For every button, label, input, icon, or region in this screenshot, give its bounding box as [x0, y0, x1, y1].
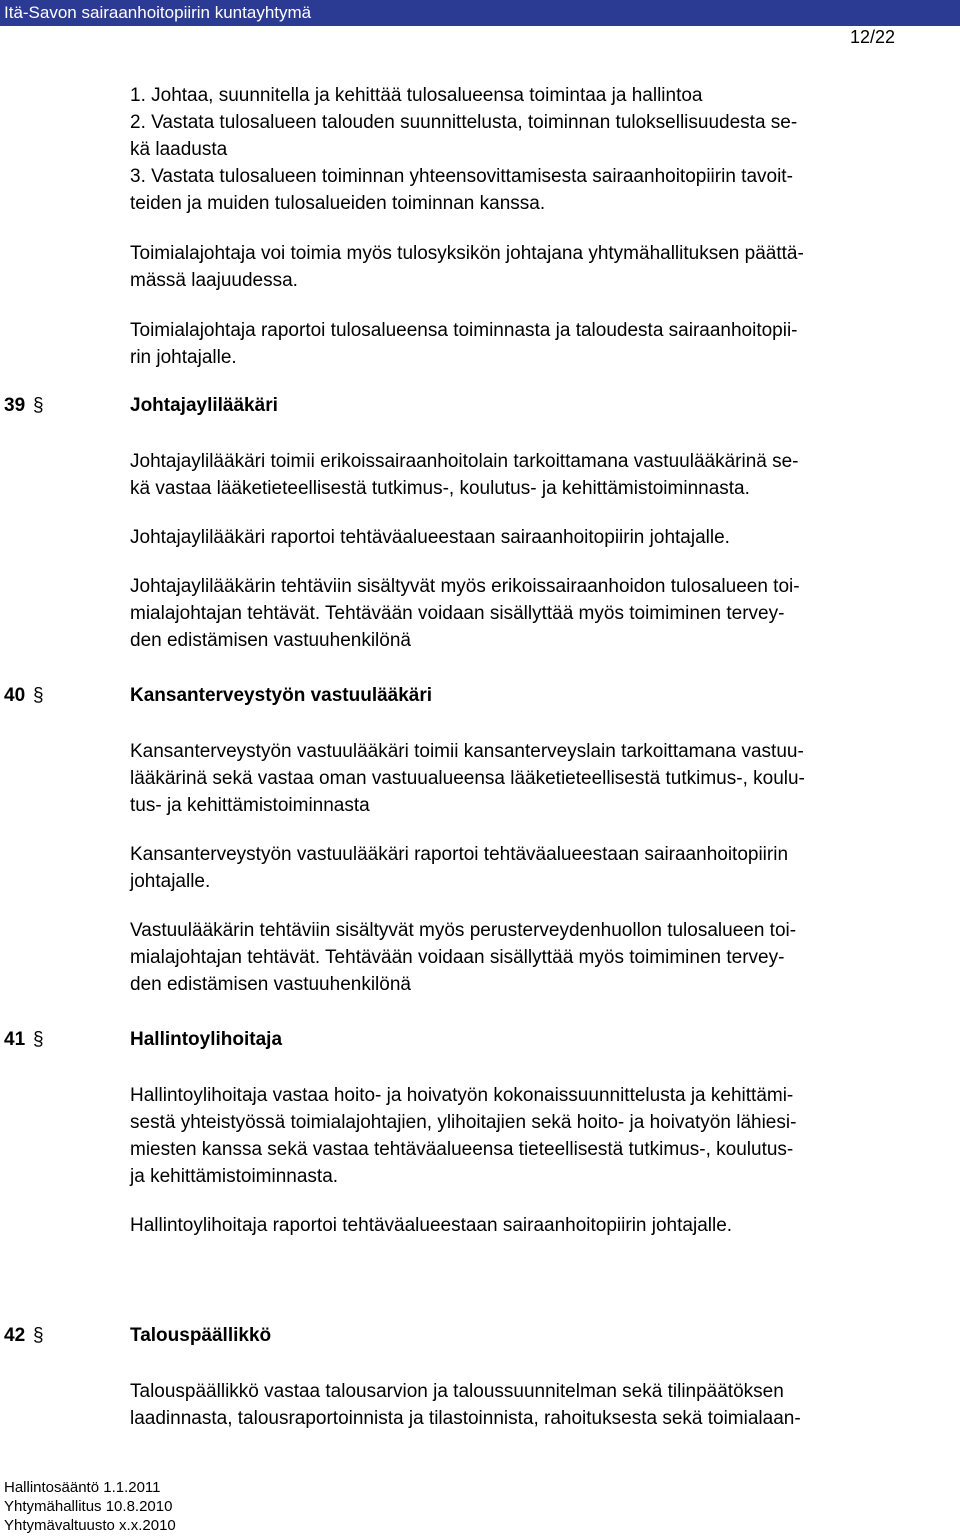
- paragraph-line: Johtajaylilääkäri raportoi tehtäväalueestaan sairaanhoitopiirin johtajalle.: [130, 527, 730, 548]
- paragraph-line: Hallintoylihoitaja vastaa hoito- ja hoivatyön kokonaissuunnittelusta ja kehittämi-: [130, 1085, 794, 1106]
- section-heading: [0, 1026, 960, 1053]
- footer-line: Yhtymävaltuusto x.x.2010: [4, 1517, 176, 1534]
- list-item: [130, 109, 950, 163]
- section-number: 41: [4, 1029, 26, 1050]
- section-number: 42: [4, 1325, 26, 1346]
- paragraph-line: miesten kanssa sekä vastaa tehtäväalueensa tieteellisestä tutkimus-, koulutus-: [130, 1139, 794, 1160]
- footer-line: Yhtymähallitus 10.8.2010: [4, 1498, 173, 1515]
- paragraph-line: ja kehittämistoiminnasta.: [130, 1166, 339, 1187]
- paragraph: [130, 240, 950, 294]
- paragraph-line: Kansanterveystyön vastuulääkäri raportoi tehtäväalueestaan sairaanhoitopiirin: [130, 844, 789, 865]
- paragraph-line: Talouspäällikkö vastaa talousarvion ja taloussuunnitelman sekä tilinpäätöksen: [130, 1381, 784, 1402]
- list-line: 3. Vastata tulosalueen toiminnan yhteensovittamisesta sairaanhoitopiirin tavoit-: [130, 166, 793, 187]
- paragraph-line: Johtajaylilääkärin tehtäviin sisältyvät myös erikoissairaanhoidon tulosalueen toi-: [130, 576, 800, 597]
- footer-line: Hallintosääntö 1.1.2011: [4, 1479, 161, 1496]
- list-item: [130, 82, 950, 109]
- paragraph-line: mässä laajuudessa.: [130, 270, 298, 291]
- paragraph-line: den edistämisen vastuuhenkilönä: [130, 630, 411, 651]
- paragraph-line: rin johtajalle.: [130, 347, 237, 368]
- paragraph-line: Hallintoylihoitaja raportoi tehtäväalueestaan sairaanhoitopiirin johtajalle.: [130, 1215, 733, 1236]
- paragraph: [130, 1378, 950, 1432]
- paragraph-line: Toimialajohtaja voi toimia myös tulosyksikön johtajana yhtymähallituksen päättä-: [130, 243, 804, 264]
- section-sign: §: [33, 685, 44, 706]
- document-body: [0, 82, 960, 1432]
- section-sign: §: [33, 1325, 44, 1346]
- paragraph-line: sestä yhteistyössä toimialajohtajien, ylihoitajien sekä hoito- ja hoivatyön lähiesi-: [130, 1112, 797, 1133]
- paragraph: [130, 317, 950, 371]
- header-bar: [0, 0, 960, 26]
- paragraph-line: den edistämisen vastuuhenkilönä: [130, 974, 411, 995]
- section-sign: §: [33, 395, 44, 416]
- section-title: Kansanterveystyön vastuulääkäri: [130, 685, 433, 706]
- section-title: Hallintoylihoitaja: [130, 1029, 283, 1050]
- paragraph: [130, 917, 950, 998]
- paragraph: [130, 841, 950, 895]
- paragraph-line: lääkärinä sekä vastaa oman vastuualueensa lääketieteellisestä tutkimus-, koulu-: [130, 768, 805, 789]
- paragraph-line: Vastuulääkärin tehtäviin sisältyvät myös perusterveydenhuollon tulosalueen toi-: [130, 920, 797, 941]
- list-line: teiden ja muiden tulosalueiden toiminnan kanssa.: [130, 193, 546, 214]
- organization-title: Itä-Savon sairaanhoitopiirin kuntayhtymä: [4, 3, 312, 22]
- list-line: 2. Vastata tulosalueen talouden suunnittelusta, toiminnan tuloksellisuudesta se-: [130, 112, 798, 133]
- paragraph-line: tus- ja kehittämistoiminnasta: [130, 795, 370, 816]
- section-number: 40: [4, 685, 26, 706]
- paragraph-line: johtajalle.: [130, 871, 211, 892]
- paragraph-line: Kansanterveystyön vastuulääkäri toimii kansanterveyslain tarkoittamana vastuu-: [130, 741, 804, 762]
- section-heading: [0, 392, 960, 419]
- paragraph-line: Toimialajohtaja raportoi tulosalueensa toiminnasta ja taloudesta sairaanhoitopii-: [130, 320, 798, 341]
- paragraph: [130, 448, 950, 502]
- document-footer: [4, 1478, 176, 1535]
- paragraph-line: mialajohtajan tehtävät. Tehtävään voidaan sisällyttää myös toimiminen tervey-: [130, 947, 785, 968]
- paragraph-line: laadinnasta, talousraportoinnista ja tilastoinnista, rahoituksesta sekä toimialaan-: [130, 1408, 801, 1429]
- page-number: 12/22: [849, 27, 895, 47]
- paragraph: [130, 1082, 950, 1190]
- duties-list: [130, 82, 950, 217]
- paragraph: [130, 573, 950, 654]
- paragraph: [130, 524, 950, 551]
- paragraph: [130, 1212, 950, 1239]
- paragraph-line: mialajohtajan tehtävät. Tehtävään voidaan sisällyttää myös toimiminen tervey-: [130, 603, 785, 624]
- paragraph: [130, 738, 950, 819]
- section-heading: [0, 1322, 960, 1349]
- section-heading: [0, 682, 960, 709]
- list-line: kä laadusta: [130, 139, 228, 160]
- section-sign: §: [33, 1029, 44, 1050]
- section-title: Talouspäällikkö: [130, 1325, 272, 1346]
- paragraph-line: Johtajaylilääkäri toimii erikoissairaanhoitolain tarkoittamana vastuulääkärinä se-: [130, 451, 799, 472]
- section-number: 39: [4, 395, 26, 416]
- list-item: [130, 163, 950, 217]
- list-line: 1. Johtaa, suunnitella ja kehittää tulosalueensa toimintaa ja hallintoa: [130, 85, 703, 106]
- paragraph-line: kä vastaa lääketieteellisestä tutkimus-, koulutus- ja kehittämistoiminnasta.: [130, 478, 750, 499]
- section-title: Johtajaylilääkäri: [130, 395, 278, 416]
